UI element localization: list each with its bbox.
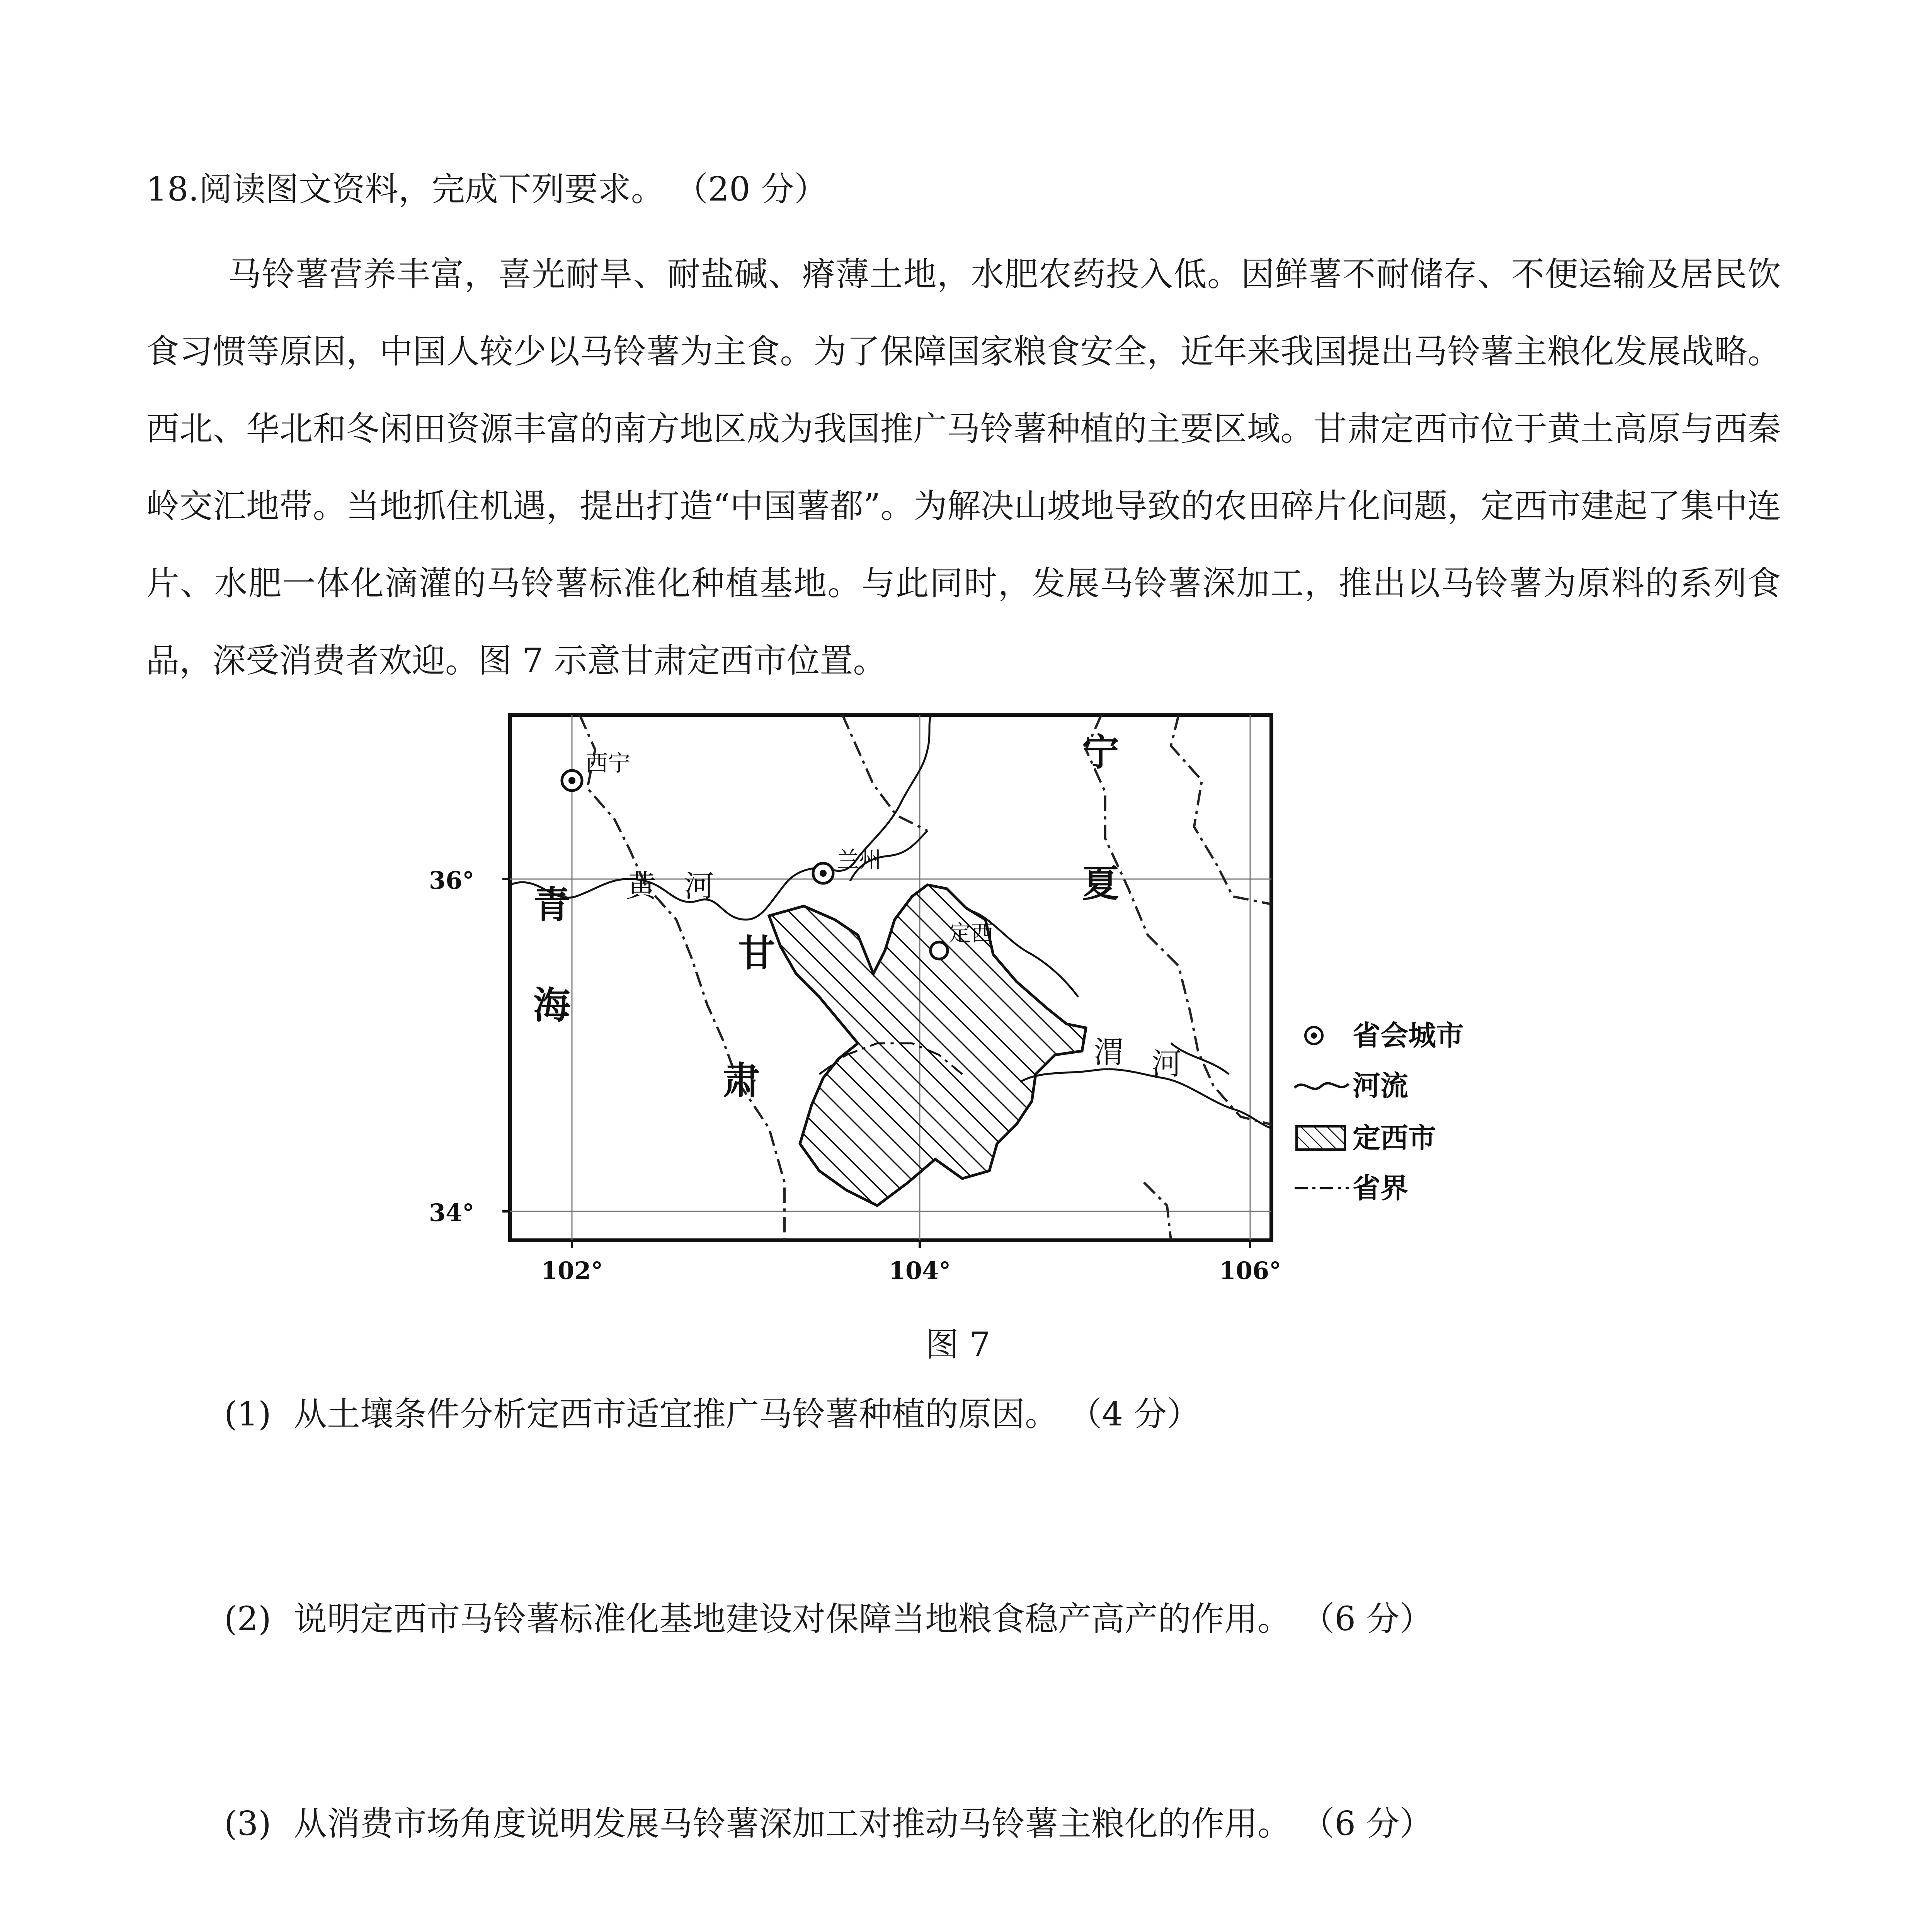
lat-label-34: 34° — [429, 1199, 475, 1227]
label-gansu-2: 肃 — [723, 1059, 760, 1102]
legend-boundary-label: 省界 — [1353, 1172, 1409, 1204]
subquestion-1 — [224, 1376, 1782, 1453]
subquestion-text: 从土壤条件分析定西市适宜推广马铃薯种植的原因。 （4 分） — [294, 1395, 1200, 1434]
legend-river-icon — [1295, 1083, 1349, 1088]
label-qinghai-1: 青 — [533, 883, 570, 927]
subquestion-text: 说明定西市马铃薯标准化基地建设对保障当地粮食稳产高产的作用。 （6 分） — [294, 1600, 1433, 1638]
figure-7-map — [413, 703, 1368, 1306]
label-lanzhou: 兰州 — [837, 847, 882, 873]
legend-dingxi-label: 定西市 — [1353, 1121, 1436, 1154]
lat-label-36: 36° — [429, 866, 475, 895]
legend-river-label: 河流 — [1353, 1069, 1409, 1102]
legend-capital-label: 省会城市 — [1353, 1019, 1464, 1052]
subquestion-2 — [224, 1580, 1782, 1658]
wei-river — [1020, 1069, 1271, 1128]
label-weihe-2: 河 — [1152, 1047, 1182, 1082]
lon-label-106: 106° — [1219, 1257, 1281, 1285]
map-legend — [1291, 1012, 1569, 1244]
label-dingxi: 定西 — [949, 920, 994, 946]
lon-label-104: 104° — [888, 1257, 951, 1285]
label-gansu-1: 甘 — [738, 931, 775, 975]
subquestion-3 — [224, 1785, 1782, 1862]
city-dingxi — [931, 942, 948, 959]
subquestion-number: (2) — [224, 1600, 271, 1638]
label-ningxia-1: 宁 — [1082, 730, 1119, 774]
capital-xining — [562, 770, 582, 791]
capital-lanzhou — [813, 863, 833, 883]
legend-capital-icon — [1305, 1027, 1322, 1044]
subquestion-number: (1) — [224, 1395, 271, 1434]
label-xining: 西宁 — [585, 750, 631, 776]
label-ningxia-2: 夏 — [1082, 862, 1119, 905]
figure-caption: 图 7 — [925, 1325, 991, 1364]
dingxi-region — [769, 885, 1086, 1206]
subquestion-text: 从消费市场角度说明发展马铃薯深加工对推动马铃薯主粮化的作用。 （6 分） — [294, 1804, 1433, 1843]
subquestion-number: (3) — [224, 1804, 271, 1843]
yellow-river — [510, 715, 931, 920]
question-paragraph: 马铃薯营养丰富，喜光耐旱、耐盐碱、瘠薄土地，水肥农药投入低。因鲜薯不耐储存、不便运输及居民饮食习惯等原因，中国人较少以马铃薯为主食。为了保障国家粮食安全，近年来我国提出马铃薯主粮化发展战略。西北、华北和冬闲田资源丰富的南方地区成为我国推广马铃薯种植的主要区域。甘肃定西市位于黄土高原与西秦岭交汇地带。当地抓住机遇，提出打造“中国薯都”。为解决山坡地导致的农田碎片化问题，定西市建起了集中连片、水肥一体化滴灌的马铃薯标准化种植基地。与此同时，发展马铃薯深加工，推出以马铃薯为原料的系列食品，深受消费者欢迎。图 7 示意甘肃定西市位置。 — [146, 255, 1781, 680]
label-huanghe-2: 河 — [684, 869, 715, 904]
question-title: 18.阅读图文资料，完成下列要求。 （20 分） — [146, 170, 827, 209]
label-huanghe-1: 黄 — [626, 869, 657, 904]
lon-label-102: 102° — [541, 1257, 603, 1285]
label-weihe-1: 渭 — [1094, 1035, 1124, 1070]
legend-dingxi-icon — [1297, 1126, 1345, 1150]
label-qinghai-2: 海 — [533, 983, 570, 1027]
